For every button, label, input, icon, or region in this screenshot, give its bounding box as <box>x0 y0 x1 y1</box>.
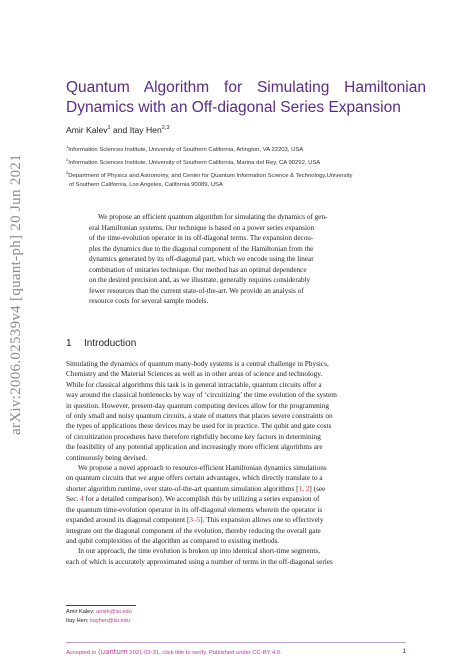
affiliation-2-marker: 2 <box>66 157 69 162</box>
body-text-span: shorter algorithm runtime, over state-of-the-art quantum simulation algorithms [ <box>66 484 299 493</box>
quantum-journal-logo[interactable] <box>98 648 128 656</box>
body-line: continuously being devised. <box>66 453 148 462</box>
body-line <box>66 494 406 504</box>
footer <box>66 648 406 656</box>
abstract-line: We propose an efficient quantum algorithm for simulating the dynamics of gen- <box>98 213 328 221</box>
body-line: of only small and noisy quantum circuits, a state of matters that places severe constraints on <box>66 412 333 421</box>
abstract <box>89 212 385 307</box>
affiliation-2 <box>66 155 416 168</box>
body-line: While for classical algorithms this task is in general intractable, quantum circuits offer a <box>66 380 322 389</box>
affiliation-1-text: Information Sciences Institute, University of Southern California, Arlington, VA 22203, USA <box>68 146 304 153</box>
body-text-span: ]. This expansion allows one to effectively <box>200 516 324 525</box>
author-2: Itay Hen <box>129 125 162 135</box>
body-text-span: ] (see <box>309 484 326 493</box>
body-text-span: Sec. <box>66 495 81 504</box>
author-1-affiliation: 1 <box>107 125 111 132</box>
email-link[interactable]: amirk@isi.edu <box>96 609 132 615</box>
footnote-2 <box>66 618 130 624</box>
body-line: on quantum circuits that we argue offers certain advantages, which directly translate to a <box>66 474 323 483</box>
email-link[interactable]: itayhen@isi.edu <box>89 618 130 624</box>
footer-accepted-text[interactable]: 2021-03-31, click title to verify. Published under CC-BY 4.0. <box>127 650 282 656</box>
footer-accepted-prefix: Accepted in <box>66 650 98 656</box>
abstract-line: resource costs for several sample models. <box>89 297 209 305</box>
page-number: 1 <box>402 648 406 655</box>
body-line: each of which is accurately approximated using a number of terms in the off-diagonal series <box>66 557 333 566</box>
body-line: integrate out the diagonal component of the evolution, thereby reducing the overall gate <box>66 526 321 535</box>
author-separator: and <box>110 125 130 135</box>
body-line: We propose a novel approach to resource-efficient Hamiltonian dynamics simulations <box>78 464 327 473</box>
footnote-2-name: Itay Hen: <box>66 618 90 624</box>
author-1: Amir Kalev <box>66 125 108 135</box>
paper-title[interactable] <box>66 78 426 118</box>
body-text-span: for a detailed comparison). We accomplish this by utilizing a series expansion of <box>83 495 320 504</box>
footnote-rule <box>66 605 136 606</box>
body-line: In our approach, the time evolution is broken up into identical short-time segments, <box>78 547 321 556</box>
affiliation-1 <box>66 142 416 155</box>
citation-link[interactable]: 1 <box>298 484 303 493</box>
citation-link[interactable]: 3–5 <box>189 516 201 525</box>
affiliation-2-text: Information Sciences Institute, University of Southern California, Marina del Rey, CA 90292, USA <box>68 159 321 166</box>
body-line: way around the classical bottlenecks by way of ‘circuitizing’ the time evolution of the system <box>66 391 337 400</box>
body-line: the types of applications these devices may be used for in practice. The qubit and gate costs <box>66 422 332 431</box>
body-line: the quantum time-evolution operator in its off-diagonal elements wherein the operator is <box>66 505 323 514</box>
body-line: and qubit complexities of the algorithm as compared to existing methods. <box>66 536 280 545</box>
journal-symbol: ⟨ <box>97 648 101 656</box>
arxiv-identifier[interactable]: arXiv:2006.02539v4 [quant-ph] 20 Jun 2021 <box>8 153 24 435</box>
abstract-line: ples the dynamics due to the diagonal component of the Hamiltonian from the <box>89 244 314 253</box>
title-line-2: Dynamics with an Off-diagonal Series Expansion <box>66 99 401 116</box>
body-line <box>66 484 406 494</box>
section-number: 1 <box>66 338 72 349</box>
affiliation-3 <box>66 168 416 191</box>
body-text-span: expanded around its diagonal component [ <box>66 516 190 525</box>
affiliation-3-marker: 3 <box>66 170 69 175</box>
body-line: of circuitization procedures have therefore rightfully become key factors in determining <box>66 432 321 441</box>
body-line: the feasibility of any potential application and increasingly more efficient algorithms are <box>66 443 323 452</box>
abstract-line: combination of unitaries technique. Our method has an optimal dependence <box>89 265 307 274</box>
section-heading <box>66 338 136 349</box>
journal-name: uantum <box>100 648 128 656</box>
abstract-line: eral Hamiltonian systems. Our technique is based on a power series expansion <box>89 223 315 232</box>
citation-link[interactable]: 2 <box>305 484 310 493</box>
abstract-line: fewer resources than the current state-of-the-art. We provide an analysis of <box>89 286 304 295</box>
title-line-1: Quantum Algorithm for Simulating Hamiltonian <box>66 79 426 96</box>
body-line: in question. However, present-day quantum computing devices allow for the programming <box>66 401 330 410</box>
footnote-1 <box>66 609 132 615</box>
affiliation-1-marker: 1 <box>66 144 69 149</box>
section-title: Introduction <box>84 338 137 349</box>
footer-rule <box>66 642 406 643</box>
body-text <box>66 359 406 567</box>
affiliation-3-text: Department of Physics and Astronomy, and Center for Quantum Information Science & Technology,University <box>68 172 353 179</box>
abstract-line: on the desired precision and, as we illustrate, generally requires considerably <box>89 276 311 284</box>
abstract-line: of the time-evolution operator in its off-diagonal terms. The expansion decou- <box>89 234 314 242</box>
authors <box>66 125 169 135</box>
affiliation-3-text-cont: of Southern California, Los Angeles, California 90089, USA <box>69 182 223 189</box>
section-reference-link[interactable]: 4 <box>80 495 84 504</box>
abstract-line: dynamics generated by its off-diagonal part, which we encode using the linear <box>89 255 314 263</box>
body-line: Chemistry and the Material Sciences as well as in other areas of science and technology. <box>66 370 323 379</box>
footnote-1-name: Amir Kalev: <box>66 609 97 615</box>
author-2-affiliation: 2,3 <box>161 125 170 132</box>
body-text-span: , <box>302 484 306 493</box>
body-line <box>66 515 406 525</box>
body-line: Simulating the dynamics of quantum many-body systems is a central challenge in Physics, <box>66 360 329 368</box>
